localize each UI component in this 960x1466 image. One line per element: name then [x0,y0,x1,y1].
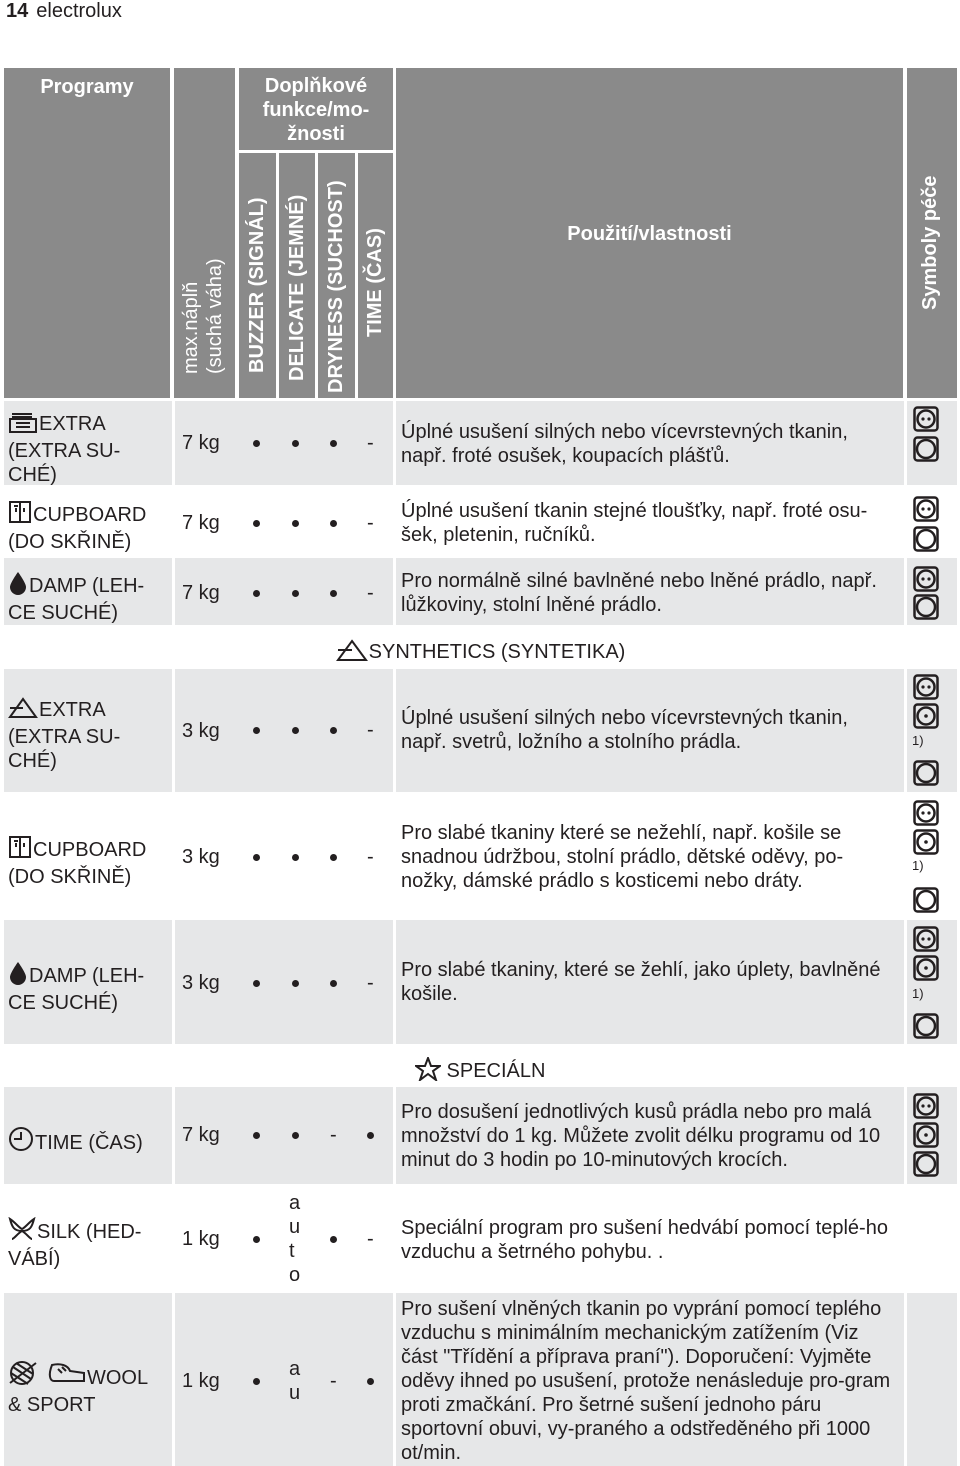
option-time-value: - [367,972,374,994]
program-name-line2: VÁBÍ) [8,1248,61,1270]
program-extra-cotton [8,411,120,487]
option-buzzer-dot [253,590,260,597]
option-time-dot [367,1378,374,1385]
option-time-value: - [367,582,374,604]
usage-description: Pro dosušení jednotlivých kusů prádla nebo pro malá množství do 1 kg. Můžete zvolit délku programu od 10 minut do 3 hodin po 10-minutových krocích. [401,1101,881,1171]
option-dryness-value: - [330,1370,337,1392]
option-buzzer-dot [253,1378,260,1385]
option-time-dot [367,1132,374,1139]
tumble-dry-icon [913,1151,939,1177]
tumble-dry-low-icon [913,703,939,729]
header-load-cell [174,68,235,398]
wool-sport-icon [8,1359,86,1393]
load-value: 3 kg [182,846,220,868]
option-dryness-dot [330,854,337,861]
tumble-dry-low-icon [913,829,939,855]
tumble-dry-normal-icon [913,800,939,826]
option-delicate-auto: a u [289,1358,301,1404]
footnote-ref: 1) [912,733,924,748]
tumble-dry-icon [913,887,939,913]
option-dryness-dot [330,727,337,734]
load-value: 3 kg [182,972,220,994]
option-dryness-value: - [330,1124,337,1146]
header-delicate: DELICATE (JEMNÉ) [286,194,308,381]
program-name-line1: DAMP (LEH- [29,575,145,597]
option-time-value: - [367,846,374,868]
tumble-dry-normal-icon [913,674,939,700]
header-time: TIME (ČAS) [364,228,386,337]
program-name-line1: CUPBOARD [33,839,147,861]
option-dryness-dot [330,590,337,597]
program-name-line3: CHÉ) [8,750,57,772]
tumble-dry-icon [913,594,939,620]
option-buzzer-dot [253,727,260,734]
usage-description: Pro slabé tkaniny, které se žehlí, jako úplety, bavlněné košile. [401,959,881,1005]
option-delicate-dot [292,1132,299,1139]
header-dryness: DRYNESS (SUCHOST) [325,180,347,393]
synthetic-extra-icon [8,697,38,725]
header-programs: Programy [40,76,134,98]
section-synthetics-label: SYNTHETICS (SYNTETIKA) [368,641,626,663]
usage-description: Úplné usušení silných nebo vícevrstevných tkanin, např. svetrů, ložního a stolního prádla. [401,707,848,753]
tumble-dry-icon [913,526,939,552]
load-value: 3 kg [182,720,220,742]
header-options-group: Doplňkové funkce/mo-žnosti [262,75,370,145]
header-load-line1: max.náplň [180,281,202,374]
option-delicate-dot [292,590,299,597]
usage-description: Úplné usušení silných nebo vícevrstevných tkanin, např. froté osušek, koupacích plášťů. [401,421,848,467]
tumble-dry-low-icon [913,1122,939,1148]
option-delicate-dot [292,520,299,527]
option-dryness-dot [330,980,337,987]
star-icon [415,1057,441,1087]
option-dryness-dot [330,1236,337,1243]
page-number-value: 14 [6,0,29,22]
header-dryness-cell [318,153,355,398]
brand-name: electrolux [36,0,122,22]
footnote-ref: 1) [912,858,924,873]
program-name-line1: EXTRA [39,699,106,721]
option-delicate-auto: a u t o [289,1192,301,1286]
program-time [8,1126,143,1158]
col-sep-3 [904,401,907,1466]
load-value: 7 kg [182,432,220,454]
program-name-line2: (EXTRA SU- [8,726,121,748]
tumble-dry-icon [913,1013,939,1039]
load-value: 1 kg [182,1370,220,1392]
program-name-line2: CE SUCHÉ) [8,602,119,624]
section-special [0,1057,960,1087]
damp-drop-icon [8,571,28,601]
option-buzzer-dot [253,520,260,527]
option-time-value: - [367,512,374,534]
program-cupboard-cotton [8,500,146,554]
damp-drop-icon [8,961,28,991]
usage-description: Pro sušení vlněných tkanin po vyprání pomocí teplého vzduchu s minimálním mechanickým zatížením (Viz část "Třídění a příprava praní"). Doporučení: Vyjměte oděvy ihned po usušení, protože nenásleduje pro-gram proti zmačkání. Pro šetrné sušení jednoho páru sportovní obuvi, vy-praného a odstředěného při 1000 ot/min. [401,1298,891,1464]
load-value: 7 kg [182,512,220,534]
program-name-line1: DAMP (LEH- [29,965,145,987]
silk-icon [8,1217,36,1247]
usage-description: Úplné usušení tkanin stejné tloušťky, např. froté osu-šek, pletenin, ručníků. [401,500,868,546]
program-extra-synthetics [8,697,120,773]
option-time-value: - [367,432,374,454]
program-damp-cotton [8,571,144,625]
tumble-dry-normal-icon [913,496,939,522]
header-care: Symboly péče [919,175,941,310]
program-name-line2: CE SUCHÉ) [8,992,119,1014]
option-time-value: - [367,719,374,741]
extra-dry-icon [8,411,38,439]
header-delicate-cell [279,153,315,398]
program-cupboard-synthetics [8,835,146,889]
option-buzzer-dot [253,1236,260,1243]
program-name-line3: CHÉ) [8,464,57,486]
load-value: 1 kg [182,1228,220,1250]
section-special-label: SPECIÁLN [446,1060,546,1082]
option-buzzer-dot [253,854,260,861]
section-synthetics [0,638,960,668]
usage-description: Pro normálně silné bavlněné nebo lněné prádlo, např. lůžkoviny, stolní lněné prádlo. [401,570,877,616]
clock-icon [8,1126,34,1158]
load-value: 7 kg [182,582,220,604]
tumble-dry-low-icon [913,955,939,981]
tumble-dry-normal-icon [913,566,939,592]
option-dryness-dot [330,520,337,527]
header-programs-cell [4,68,170,398]
header-options-group-cell [239,68,393,150]
cupboard-icon [8,835,32,865]
program-name-line2: (EXTRA SU- [8,440,121,462]
footnote-ref: 1) [912,986,924,1001]
tumble-dry-normal-icon [913,926,939,952]
header-usage-cell [396,68,903,398]
usage-description: Speciální program pro sušení hedvábí pomocí teplé-ho vzduchu a šetrného pohybu. . [401,1217,888,1263]
header-usage: Použití/vlastnosti [567,223,732,245]
col-sep-2 [393,401,396,1466]
option-delicate-dot [292,440,299,447]
option-delicate-dot [292,980,299,987]
program-name-line2: (DO SKŘINĚ) [8,531,132,553]
header-time-cell [358,153,393,398]
program-name-line1: CUPBOARD [33,504,147,526]
program-wool-sport [8,1359,148,1417]
cupboard-icon [8,500,32,530]
header-buzzer-cell [239,153,276,398]
option-buzzer-dot [253,440,260,447]
page-number [6,0,122,23]
tumble-dry-icon [913,760,939,786]
program-name-line2: (DO SKŘINĚ) [8,866,132,888]
load-value: 7 kg [182,1124,220,1146]
program-silk [8,1217,141,1271]
option-time-value: - [367,1228,374,1250]
header-care-cell [907,68,957,398]
program-damp-synthetics [8,961,144,1015]
option-delicate-dot [292,727,299,734]
option-dryness-dot [330,440,337,447]
program-name-line1: EXTRA [39,413,106,435]
option-buzzer-dot [253,980,260,987]
tumble-dry-normal-icon [913,1093,939,1119]
program-name-line1: SILK (HED- [37,1221,142,1243]
program-name-line2: & SPORT [8,1394,96,1416]
program-name-line1: TIME (ČAS) [35,1132,143,1154]
header-load-line2: (suchá váha) [204,258,226,374]
usage-description: Pro slabé tkaniny které se nežehlí, např. košile se snadnou údržbou, stolní prádlo, dětské oděvy, po-nožky, dámské prádlo s kosticemi nebo dráty. [401,822,844,892]
header-buzzer: BUZZER (SIGNÁL) [246,197,268,373]
synthetics-triangle-icon [335,638,369,668]
option-buzzer-dot [253,1132,260,1139]
program-name-line1: WOOL [87,1367,149,1389]
tumble-dry-normal-icon [913,406,939,432]
col-sep-1 [172,401,175,1466]
tumble-dry-icon [913,436,939,462]
option-delicate-dot [292,854,299,861]
